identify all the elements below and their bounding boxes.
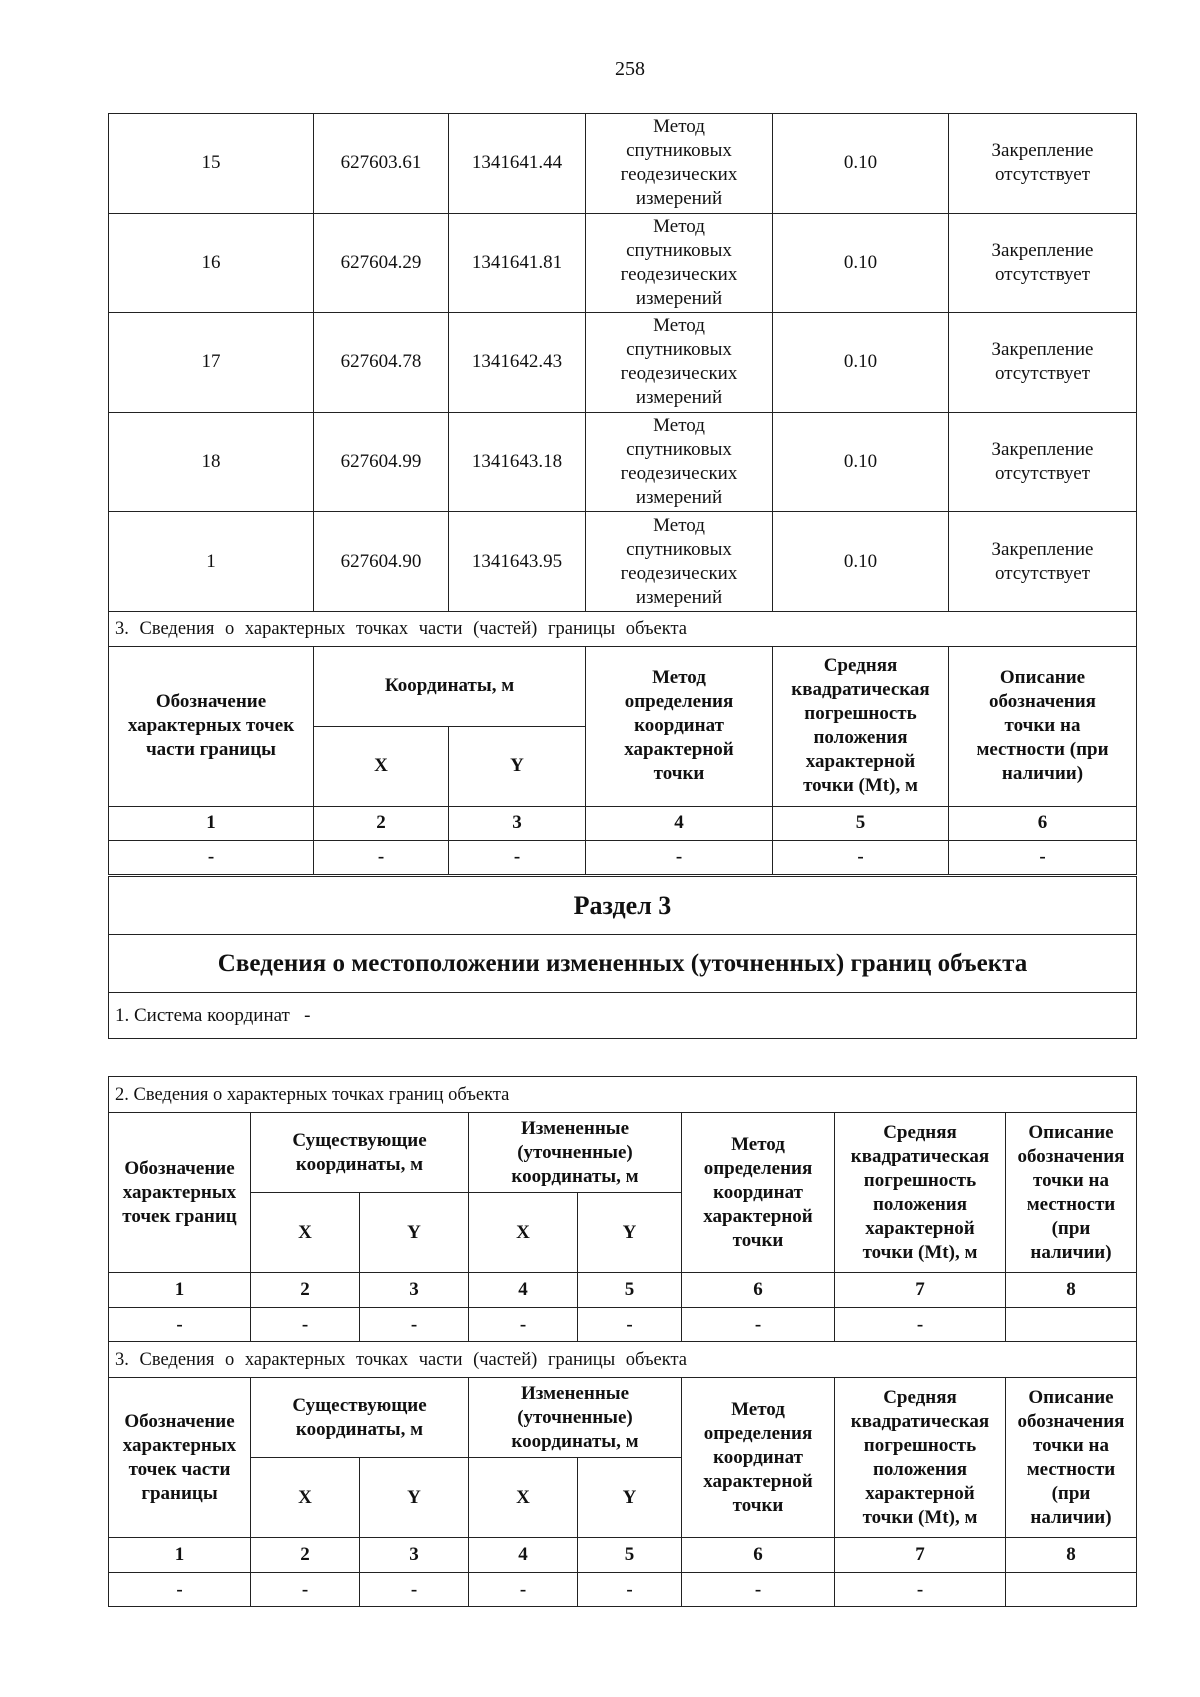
header-changed-x: X	[469, 1458, 578, 1538]
header-changed-coordinates	[469, 1113, 682, 1193]
cell: -	[835, 1308, 1006, 1342]
point-row	[109, 412, 1137, 512]
text-line: спутниковых	[626, 140, 732, 162]
text-line: геодезических	[620, 164, 738, 186]
text-line: измерений	[635, 586, 723, 608]
point-error: 0.10	[773, 412, 949, 512]
text-line: Метод	[653, 116, 705, 138]
text-line: (уточненные)	[517, 1406, 633, 1428]
cell: -	[469, 1308, 578, 1342]
empty-data-row	[109, 1573, 1137, 1607]
cell: -	[682, 1308, 835, 1342]
text-line: точки	[653, 763, 705, 785]
header-method	[586, 646, 773, 806]
text-line: точки (Mt), м	[803, 775, 918, 797]
text-line: отсутствует	[994, 562, 1091, 584]
empty-data-row	[109, 840, 1137, 874]
text-line: (при	[1051, 1482, 1091, 1504]
point-number: 16	[109, 213, 314, 313]
point-number: 1	[109, 512, 314, 612]
text-line: границы	[141, 1482, 218, 1504]
text-line: характерной	[805, 751, 916, 773]
text-line: местности (при	[976, 739, 1109, 761]
point-y: 1341641.81	[449, 213, 586, 313]
text-line: положения	[872, 1458, 968, 1480]
text-line: местности	[1026, 1458, 1116, 1480]
text-line: квадратическая	[791, 679, 930, 701]
point-x: 627604.99	[314, 412, 449, 512]
header-method	[682, 1378, 835, 1538]
text-line: наличии)	[1001, 763, 1084, 785]
header-existing-x: X	[251, 1458, 360, 1538]
text-line: обозначения	[1017, 1410, 1125, 1432]
cell: 6	[682, 1273, 835, 1308]
text-line: Обозначение	[124, 1410, 235, 1432]
header-description	[1006, 1378, 1137, 1538]
cell: 8	[1006, 1538, 1137, 1573]
header-existing-y: Y	[360, 1458, 469, 1538]
text-line: Метод	[653, 315, 705, 337]
cell	[1006, 1573, 1137, 1607]
text-line: точки (Mt), м	[862, 1506, 978, 1528]
header-y: Y	[449, 726, 586, 806]
text-line: Существующие	[292, 1129, 427, 1151]
text-line: Описание	[999, 667, 1086, 689]
point-number: 18	[109, 412, 314, 512]
header-designation	[109, 1378, 251, 1538]
text-line: Метод	[653, 514, 705, 536]
point-description	[949, 114, 1137, 214]
text-line: Средняя	[823, 655, 898, 677]
cell: 3	[360, 1273, 469, 1308]
text-line: отсутствует	[994, 164, 1091, 186]
changed-points-caption: 2. Сведения о характерных точках границ объекта	[109, 1077, 1137, 1113]
text-line: геодезических	[620, 463, 738, 485]
header-description	[1006, 1113, 1137, 1273]
cell: -	[773, 840, 949, 874]
text-line: геодезических	[620, 562, 738, 584]
text-line: координат	[634, 715, 724, 737]
point-y: 1341643.95	[449, 512, 586, 612]
coordinate-system-label: 1. Система координат	[115, 1004, 290, 1026]
header-coordinates: Координаты, м	[314, 646, 586, 726]
text-line: положения	[813, 727, 908, 749]
cell: -	[251, 1573, 360, 1607]
cell: 2	[251, 1538, 360, 1573]
text-line: координаты, м	[511, 1165, 639, 1187]
coordinate-system-row	[109, 993, 1137, 1039]
cell: 4	[586, 806, 773, 840]
text-line: Описание	[1028, 1121, 1114, 1143]
header-error	[835, 1378, 1006, 1538]
text-line: погрешность	[863, 1169, 977, 1191]
cell: -	[360, 1573, 469, 1607]
cell: -	[360, 1308, 469, 1342]
text-line: Метод	[731, 1133, 785, 1155]
text-line: характерных	[122, 1434, 237, 1456]
header-error	[773, 646, 949, 806]
text-line: отсутствует	[994, 263, 1091, 285]
point-x: 627603.61	[314, 114, 449, 214]
text-line: погрешность	[863, 1434, 977, 1456]
cell: 2	[251, 1273, 360, 1308]
point-method	[586, 213, 773, 313]
text-line: характерной	[703, 1470, 813, 1492]
text-line: характерных	[122, 1181, 237, 1203]
text-line: координаты, м	[295, 1418, 424, 1440]
text-line: характерной	[624, 739, 734, 761]
text-line: квадратическая	[850, 1410, 990, 1432]
text-line: точки на	[1033, 1434, 1109, 1456]
cell: -	[314, 840, 449, 874]
text-line: Обозначение	[155, 691, 267, 713]
point-row	[109, 114, 1137, 214]
text-line: местности	[1026, 1193, 1116, 1215]
header-method	[682, 1113, 835, 1273]
point-x: 627604.29	[314, 213, 449, 313]
text-line: спутниковых	[626, 339, 732, 361]
text-line: точки	[732, 1494, 784, 1516]
text-line: геодезических	[620, 363, 738, 385]
text-line: точек части	[128, 1458, 231, 1480]
cell: -	[835, 1573, 1006, 1607]
changed-points-section	[109, 1077, 1137, 1342]
text-line: спутниковых	[626, 239, 732, 261]
point-description	[949, 213, 1137, 313]
cell: 2	[314, 806, 449, 840]
text-line: Измененные	[520, 1117, 630, 1139]
text-line: Средняя	[883, 1386, 957, 1408]
text-line: квадратическая	[850, 1145, 990, 1167]
cell: 3	[360, 1538, 469, 1573]
cell: -	[578, 1308, 682, 1342]
point-y: 1341643.18	[449, 412, 586, 512]
cell: -	[251, 1308, 360, 1342]
point-error: 0.10	[773, 512, 949, 612]
point-description	[949, 412, 1137, 512]
text-line: Закрепление	[991, 538, 1094, 560]
text-line: определения	[624, 691, 734, 713]
text-line: Закрепление	[991, 140, 1094, 162]
cell: 7	[835, 1538, 1006, 1573]
text-line: точки на	[1004, 715, 1081, 737]
cell: -	[682, 1573, 835, 1607]
changed-part-caption: 3. Сведения о характерных точках части (частей) границы объекта	[109, 1342, 1137, 1378]
text-line: измерений	[635, 387, 723, 409]
point-y: 1341642.43	[449, 313, 586, 413]
header-existing-x: X	[251, 1193, 360, 1273]
text-line: точки на	[1033, 1169, 1109, 1191]
point-row	[109, 512, 1137, 612]
text-line: Метод	[652, 667, 706, 689]
text-line: (при	[1051, 1217, 1091, 1239]
text-line: геодезических	[620, 263, 738, 285]
header-existing-y: Y	[360, 1193, 469, 1273]
points-table-body	[109, 114, 1137, 612]
point-description	[949, 512, 1137, 612]
point-x: 627604.90	[314, 512, 449, 612]
cell: 5	[578, 1538, 682, 1573]
text-line: координат	[713, 1446, 803, 1468]
point-error: 0.10	[773, 313, 949, 413]
cell: -	[109, 840, 314, 874]
text-line: характерной	[865, 1217, 975, 1239]
column-numbers-row	[109, 806, 1137, 840]
text-line: отсутствует	[994, 463, 1091, 485]
cell: 4	[469, 1273, 578, 1308]
text-line: определения	[703, 1157, 813, 1179]
text-line: части границы	[145, 739, 277, 761]
header-existing-coordinates	[251, 1113, 469, 1193]
cell: 4	[469, 1538, 578, 1573]
cell: -	[586, 840, 773, 874]
text-line: (уточненные)	[517, 1141, 633, 1163]
empty-data-row	[109, 1308, 1137, 1342]
changed-boundaries-table	[108, 1076, 1137, 1607]
header-x: X	[314, 726, 449, 806]
text-line: координат	[713, 1181, 803, 1203]
text-line: координаты, м	[511, 1430, 639, 1452]
cell: 5	[773, 806, 949, 840]
header-changed-y: Y	[578, 1193, 682, 1273]
coordinate-system-value: -	[304, 1004, 311, 1026]
point-error: 0.10	[773, 114, 949, 214]
text-line: измерений	[635, 287, 723, 309]
text-line: Закрепление	[991, 239, 1094, 261]
header-changed-y: Y	[578, 1458, 682, 1538]
section-title: Раздел 3	[109, 877, 1137, 935]
changed-part-section	[109, 1342, 1137, 1607]
text-line: спутниковых	[626, 439, 732, 461]
text-line: Описание	[1028, 1386, 1114, 1408]
cell: -	[449, 840, 586, 874]
cell: -	[109, 1308, 251, 1342]
column-numbers-row	[109, 1273, 1137, 1308]
text-line: определения	[703, 1422, 813, 1444]
text-line: Средняя	[883, 1121, 957, 1143]
text-line: Обозначение	[124, 1157, 235, 1179]
point-method	[586, 313, 773, 413]
text-line: обозначения	[1017, 1145, 1125, 1167]
point-method	[586, 512, 773, 612]
point-error: 0.10	[773, 213, 949, 313]
text-line: отсутствует	[994, 363, 1091, 385]
text-line: Закрепление	[991, 339, 1094, 361]
cell: 6	[949, 806, 1137, 840]
point-row	[109, 313, 1137, 413]
text-line: измерений	[635, 487, 723, 509]
cell: -	[578, 1573, 682, 1607]
point-description	[949, 313, 1137, 413]
point-row	[109, 213, 1137, 313]
text-line: координаты, м	[295, 1153, 424, 1175]
text-line: характерных точек	[127, 715, 295, 737]
text-line: обозначения	[989, 691, 1096, 713]
text-line: точки (Mt), м	[862, 1241, 978, 1263]
cell: -	[949, 840, 1137, 874]
part-table-caption: 3. Сведения о характерных точках части (частей) границы объекта	[109, 611, 1137, 646]
point-method	[586, 114, 773, 214]
cell: 7	[835, 1273, 1006, 1308]
text-line: точек границ	[122, 1205, 237, 1227]
text-line: наличии)	[1030, 1506, 1112, 1528]
section3-header-table	[108, 876, 1137, 1039]
text-line: Закрепление	[991, 439, 1094, 461]
point-method	[586, 412, 773, 512]
cell: -	[109, 1573, 251, 1607]
text-line: положения	[872, 1193, 968, 1215]
point-x: 627604.78	[314, 313, 449, 413]
text-line: Существующие	[292, 1394, 427, 1416]
point-y: 1341641.44	[449, 114, 586, 214]
cell: 1	[109, 1538, 251, 1573]
cell: 8	[1006, 1273, 1137, 1308]
points-table	[108, 113, 1137, 875]
cell: 3	[449, 806, 586, 840]
header-description	[949, 646, 1137, 806]
header-designation	[109, 1113, 251, 1273]
text-line: Метод	[653, 415, 705, 437]
text-line: Метод	[653, 215, 705, 237]
cell: 1	[109, 806, 314, 840]
header-existing-coordinates	[251, 1378, 469, 1458]
point-number: 17	[109, 313, 314, 413]
text-line: Метод	[731, 1398, 785, 1420]
header-changed-coordinates	[469, 1378, 682, 1458]
page-number: 258	[615, 58, 645, 80]
header-changed-x: X	[469, 1193, 578, 1273]
column-numbers-row	[109, 1538, 1137, 1573]
text-line: погрешность	[804, 703, 917, 725]
header-designation	[109, 646, 314, 806]
point-number: 15	[109, 114, 314, 214]
text-line: характерной	[865, 1482, 975, 1504]
cell: 5	[578, 1273, 682, 1308]
text-line: характерной	[703, 1205, 813, 1227]
cell: 1	[109, 1273, 251, 1308]
cell	[1006, 1308, 1137, 1342]
text-line: спутниковых	[626, 538, 732, 560]
text-line: точки	[732, 1229, 784, 1251]
header-error	[835, 1113, 1006, 1273]
text-line: Измененные	[520, 1382, 630, 1404]
cell: 6	[682, 1538, 835, 1573]
text-line: наличии)	[1030, 1241, 1112, 1263]
text-line: измерений	[635, 188, 723, 210]
cell: -	[469, 1573, 578, 1607]
section-subtitle: Сведения о местоположении измененных (уточненных) границ объекта	[109, 935, 1137, 993]
